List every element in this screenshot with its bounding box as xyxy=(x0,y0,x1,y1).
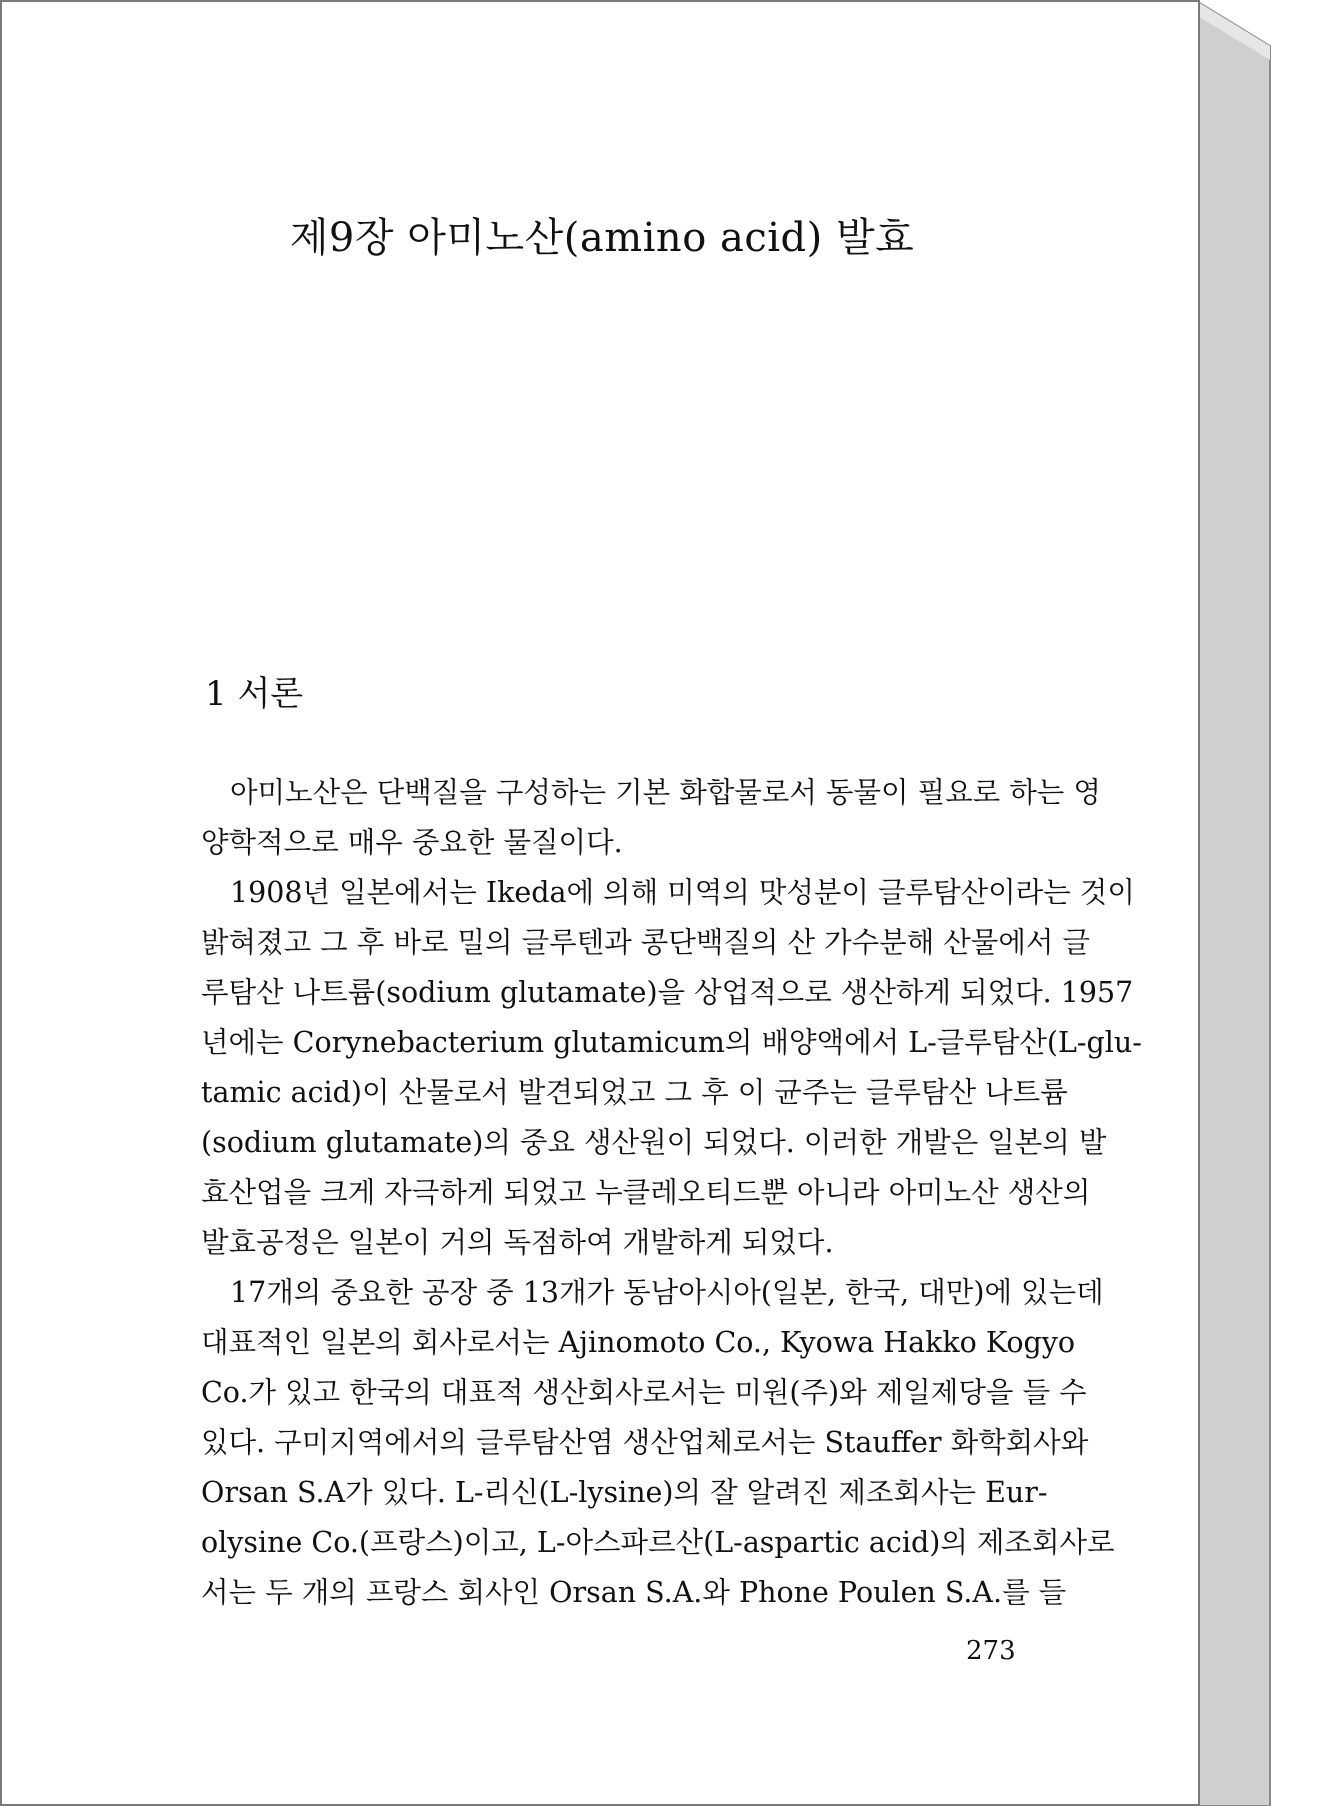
text-line: tamic acid)이 산물로서 발견되었고 그 후 이 균주는 글루탐산 나트륨 xyxy=(201,1076,1068,1109)
text-line: 밝혀졌고 그 후 바로 밀의 글루텐과 콩단백질의 산 가수분해 산물에서 글 xyxy=(201,926,1090,959)
text-line: 양학적으로 매우 중요한 물질이다. xyxy=(201,826,623,859)
text-line: 서는 두 개의 프랑스 회사인 Orsan S.A.와 Phone Poulen S.A.를 들 xyxy=(201,1576,1067,1609)
text-line: 대표적인 일본의 회사로서는 Ajinomoto Co., Kyowa Hakko Kogyo xyxy=(201,1326,1076,1359)
page-number: 273 xyxy=(966,1636,1016,1666)
paragraph xyxy=(172,768,1101,868)
chapter-title: 제9장 아미노산(amino acid) 발효 xyxy=(289,215,915,261)
text-line: Co.가 있고 한국의 대표적 생산회사로서는 미원(주)와 제일제당을 들 수 xyxy=(201,1376,1087,1409)
text-line: 효산업을 크게 자극하게 되었고 누클레오티드뿐 아니라 아미노산 생산의 xyxy=(201,1176,1091,1209)
text-line: olysine Co.(프랑스)이고, L-아스파르산(L-aspartic acid)의 제조회사로 xyxy=(201,1526,1115,1559)
paragraph xyxy=(172,1268,1115,1618)
section-heading: 1 서론 xyxy=(205,674,304,714)
text-line: 있다. 구미지역에서의 글루탐산염 생산업체로서는 Stauffer 화학회사와 xyxy=(201,1426,1089,1459)
text-line: 아미노산은 단백질을 구성하는 기본 화합물로서 동물이 필요로 하는 영 xyxy=(230,776,1101,809)
text-line: 1908년 일본에서는 Ikeda에 의해 미역의 맛성분이 글루탐산이라는 것이 xyxy=(230,876,1135,909)
text-line: (sodium glutamate)의 중요 생산원이 되었다. 이러한 개발은 일본의 발 xyxy=(201,1126,1107,1159)
text-line: 루탐산 나트륨(sodium glutamate)을 상업적으로 생산하게 되었다. 1957 xyxy=(201,976,1134,1009)
text-line: 17개의 중요한 공장 중 13개가 동남아시아(일본, 한국, 대만)에 있는데 xyxy=(230,1276,1104,1309)
body-text xyxy=(172,768,1142,1618)
paragraph xyxy=(172,868,1142,1268)
text-line: 발효공정은 일본이 거의 독점하여 개발하게 되었다. xyxy=(201,1226,834,1259)
text-line: 년에는 Corynebacterium glutamicum의 배양액에서 L-글루탐산(L-glu- xyxy=(201,1026,1142,1059)
text-line: Orsan S.A가 있다. L-리신(L-lysine)의 잘 알려진 제조회사는 Eur- xyxy=(201,1476,1048,1509)
